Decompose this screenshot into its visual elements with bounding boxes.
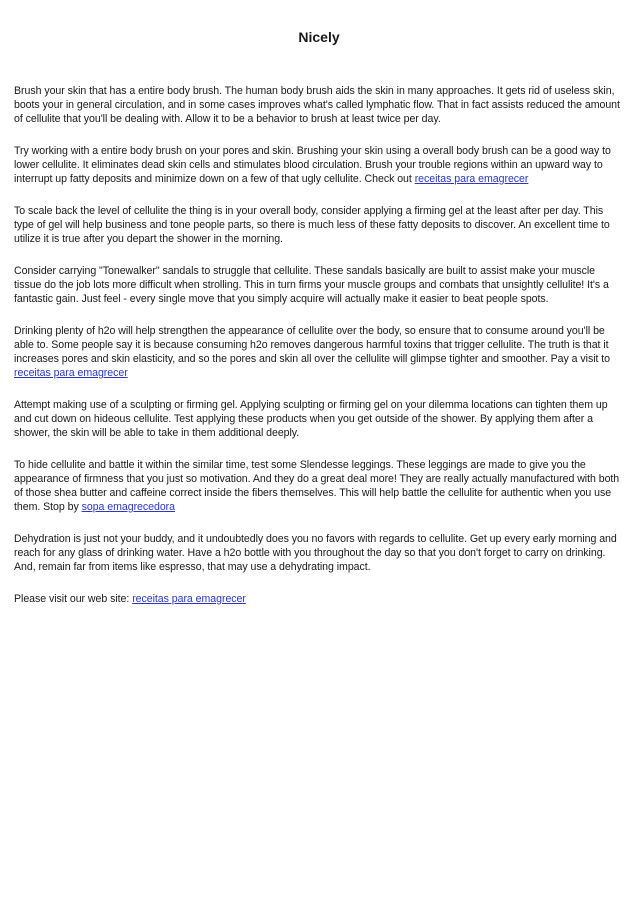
sopa-emagrecedora-link[interactable]: sopa emagrecedora (81, 501, 175, 513)
paragraph-8 (14, 532, 624, 574)
paragraph-6 (14, 398, 624, 440)
paragraph-text: Please visit our web site: (14, 593, 133, 605)
receitas-link[interactable]: receitas para emagrecer (14, 367, 128, 379)
paragraph-5 (14, 324, 624, 380)
paragraph-4 (14, 264, 624, 306)
paragraph-7 (14, 458, 624, 514)
paragraph-9 (14, 592, 624, 606)
paragraph-text: Drinking plenty of h2o will help strengthen the appearance of cellulite over the body, so ensure that to consume around you'll be able to. Some people say it is because consuming h2o removes dangerous harmful toxins that trigger cellulite. The truth is that it increases pores and skin elasticity, and so the pores and skin all over the cellulite will glimpse tighter and smoother. Pay a visit to (14, 325, 611, 365)
paragraph-text: Dehydration is just not your buddy, and it undoubtedly does you no favors with regards to cellulite. Get up every early morning and reach for any glass of drinking water. Have a h2o bottle with you throughout the day so that you don't forget to carry on drinking. And, remain far from items like espresso, that may use a dehydrating impact. (14, 533, 617, 573)
paragraph-text: Attempt making use of a sculpting or firming gel. Applying sculpting or firming gel on your dilemma locations can tighten them up and cut down on hideous cellulite. Test applying these products when you get outside of the shower. By applying them after a shower, the skin will be able to take in them additional deeply. (14, 399, 608, 439)
paragraph-text: To scale back the level of cellulite the thing is in your overall body, consider applying a firming gel at the least after per day. This type of gel will help business and tone people parts, so there is much less of these fatty deposits to discover. An excellent time to utilize it is true after you depart the shower in the morning. (14, 205, 610, 245)
paragraph-3 (14, 204, 624, 246)
paragraph-text: Consider carrying "Tonewalker" sandals to struggle that cellulite. These sandals basically are built to assist make your muscle tissue do the job lots more difficult when strolling. This in turn firms your muscle groups and combats that unsightly cellulite! It's a fantastic gain. Just feel - every single move that you simply acquire will actually make it easier to beat people spots. (14, 265, 609, 305)
paragraph-text: Try working with a entire body brush on your pores and skin. Brushing your skin using a overall body brush can be a good way to lower cellulite. It eliminates dead skin cells and stimulates blood circulation. Brush your trouble regions within an upward way to interrupt up fatty deposits and minimize down on a few of that ugly cellulite. Check out (14, 145, 611, 185)
page-title: Nicely (298, 29, 340, 45)
receitas-link[interactable]: receitas para emagrecer (414, 173, 529, 185)
paragraph-2 (14, 144, 624, 186)
paragraph-text: Brush your skin that has a entire body brush. The human body brush aids the skin in many approaches. It gets rid of useless skin, boots your in general circulation, and in some cases improves what's called lymphatic flow. That in fact assists reduced the amount of cellulite that you'll be dealing with. Allow it to be a behavior to brush at least twice per day. (14, 85, 620, 125)
receitas-link[interactable]: receitas para emagrecer (132, 593, 246, 605)
paragraph-text: To hide cellulite and battle it within the similar time, test some Slendesse leggings. These leggings are made to give you the appearance of firmness that you just so motivation. And they do a great deal more! They are really actually manufactured with both of those shea butter and caffeine correct inside the fibers themselves. This will help battle the cellulite for authentic when you use them. Stop by (14, 459, 620, 513)
paragraph-1 (14, 84, 624, 126)
